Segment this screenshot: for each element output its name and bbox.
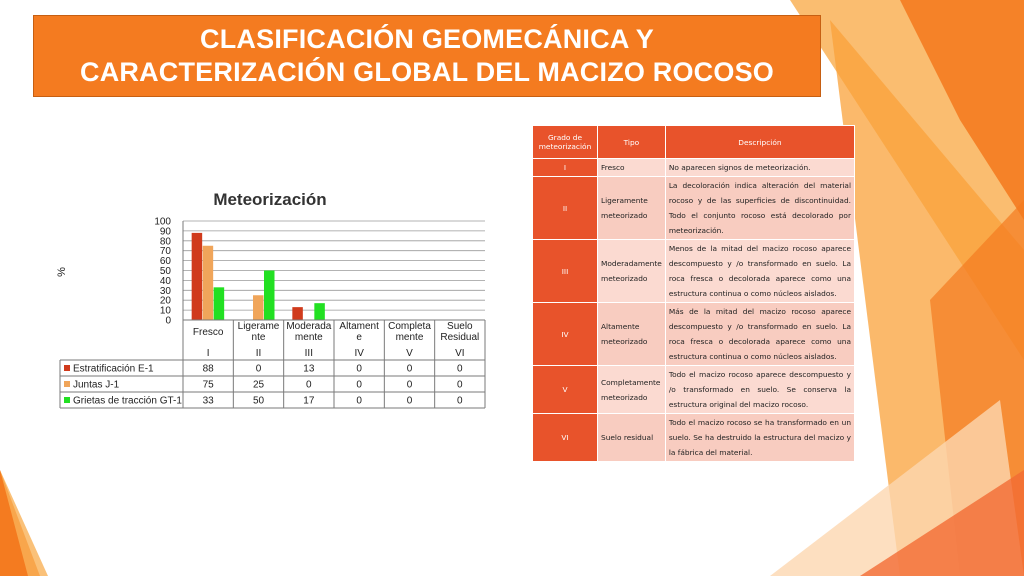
y-tick-label: 100 (154, 216, 171, 228)
grade-label: V (406, 348, 413, 359)
legend-label: Grietas de tracción GT-1 (73, 395, 182, 407)
data-value: 13 (303, 363, 315, 375)
x-tick-label: Altament e (339, 321, 379, 343)
table-row (533, 366, 855, 414)
table-row (533, 159, 855, 177)
description-cell: Todo el macizo rocoso aparece descompuesto y /o transformado en suelo. Se conserva la estructura original del macizo rocoso. (665, 366, 854, 414)
x-tick-label: Moderada mente (286, 321, 332, 343)
table-row (533, 240, 855, 303)
type-cell: Altamente meteorizado (598, 303, 666, 366)
description-cell: No aparecen signos de meteorización. (665, 159, 854, 177)
type-cell: Moderadamente meteorizado (598, 240, 666, 303)
grade-label: III (304, 348, 314, 359)
grade-cell: IV (533, 303, 598, 366)
weathering-grade-table (532, 125, 855, 462)
data-value: 25 (252, 379, 265, 391)
legend-key (64, 365, 70, 371)
data-value: 0 (406, 395, 413, 407)
legend-key (64, 397, 70, 403)
data-value: 0 (406, 363, 413, 375)
y-tick-label: 40 (159, 275, 171, 287)
y-axis-label: % (56, 267, 68, 277)
type-cell: Suelo residual (598, 414, 666, 462)
data-value: 0 (406, 379, 413, 391)
grade-label: VI (455, 348, 465, 359)
bar (203, 246, 214, 320)
y-tick-label: 70 (159, 246, 171, 258)
slide-title-box (33, 15, 821, 97)
header-grado: Grado de meteorización (533, 126, 598, 159)
data-value: 17 (303, 395, 315, 407)
table-row (533, 177, 855, 240)
title-line-1: CLASIFICACIÓN GEOMECÁNICA Y (200, 24, 654, 54)
bar (314, 303, 325, 320)
legend-label: Juntas J-1 (73, 379, 120, 391)
grade-cell: II (533, 177, 598, 240)
description-cell: La decoloración indica alteración del material rocoso y de las superficies de discontinuidad. Todo el conjunto rocoso está decolorado por meteorización. (665, 177, 854, 240)
bar (192, 233, 203, 320)
data-value: 0 (255, 363, 262, 375)
data-value: 88 (202, 363, 214, 375)
data-value: 0 (306, 379, 312, 391)
meteorizacion-chart (55, 180, 490, 410)
x-tick-label: Suelo Residual (440, 321, 480, 343)
chart-title: Meteorización (213, 190, 327, 209)
y-tick-label: 10 (159, 305, 171, 317)
type-cell: Ligeramente meteorizado (598, 177, 666, 240)
y-tick-label: 0 (165, 315, 171, 327)
data-value: 0 (457, 379, 463, 391)
data-value: 75 (202, 379, 214, 391)
bar (253, 295, 264, 320)
grade-label: IV (354, 348, 364, 359)
table-row (533, 303, 855, 366)
description-cell: Todo el macizo rocoso se ha transformado en un suelo. Se ha destruido la estructura del macizo y la fábrica del material. (665, 414, 854, 462)
table-row (533, 414, 855, 462)
header-tipo: Tipo (598, 126, 666, 159)
data-value: 0 (457, 395, 463, 407)
bar (264, 271, 275, 321)
grade-cell: I (533, 159, 598, 177)
y-tick-label: 30 (159, 285, 171, 297)
grade-cell: V (533, 366, 598, 414)
description-cell: Menos de la mitad del macizo rocoso aparece descompuesto y /o transformado en suelo. La roca fresca o decolorada aparece como una estructura continua o como núcleos aislados. (665, 240, 854, 303)
grade-label: I (206, 348, 210, 359)
type-cell: Fresco (598, 159, 666, 177)
x-tick-label: Ligerame nte (237, 321, 280, 343)
table-header-row (533, 126, 855, 159)
description-cell: Más de la mitad del macizo rocoso aparece descompuesto y /o transformado en suelo. La roca fresca o decolorada aparece como una estructura continua o como núcleos aislados. (665, 303, 854, 366)
grade-label: II (255, 348, 262, 359)
y-tick-label: 50 (159, 266, 171, 277)
y-tick-label: 60 (159, 256, 171, 268)
slide-title (80, 23, 774, 89)
legend-key (64, 381, 70, 387)
x-tick-label: Completa mente (388, 321, 431, 343)
data-value: 0 (356, 379, 362, 391)
type-cell: Completamente meteorizado (598, 366, 666, 414)
data-value: 0 (356, 395, 362, 407)
header-descripcion: Descripción (665, 126, 854, 159)
data-value: 50 (252, 395, 265, 407)
data-value: 0 (457, 363, 463, 375)
chart-svg (55, 180, 490, 410)
grade-cell: III (533, 240, 598, 303)
title-line-2: CARACTERIZACIÓN GLOBAL DEL MACIZO ROCOSO (80, 57, 774, 87)
data-value: 0 (356, 363, 362, 375)
y-tick-label: 20 (159, 295, 171, 307)
bar (292, 307, 303, 320)
data-value: 33 (202, 395, 214, 407)
x-tick-label: Fresco (192, 327, 224, 338)
bar (214, 287, 225, 320)
y-tick-label: 80 (159, 236, 171, 248)
grade-cell: VI (533, 414, 598, 462)
y-tick-label: 90 (159, 226, 171, 238)
legend-label: Estratificación E-1 (73, 363, 154, 375)
